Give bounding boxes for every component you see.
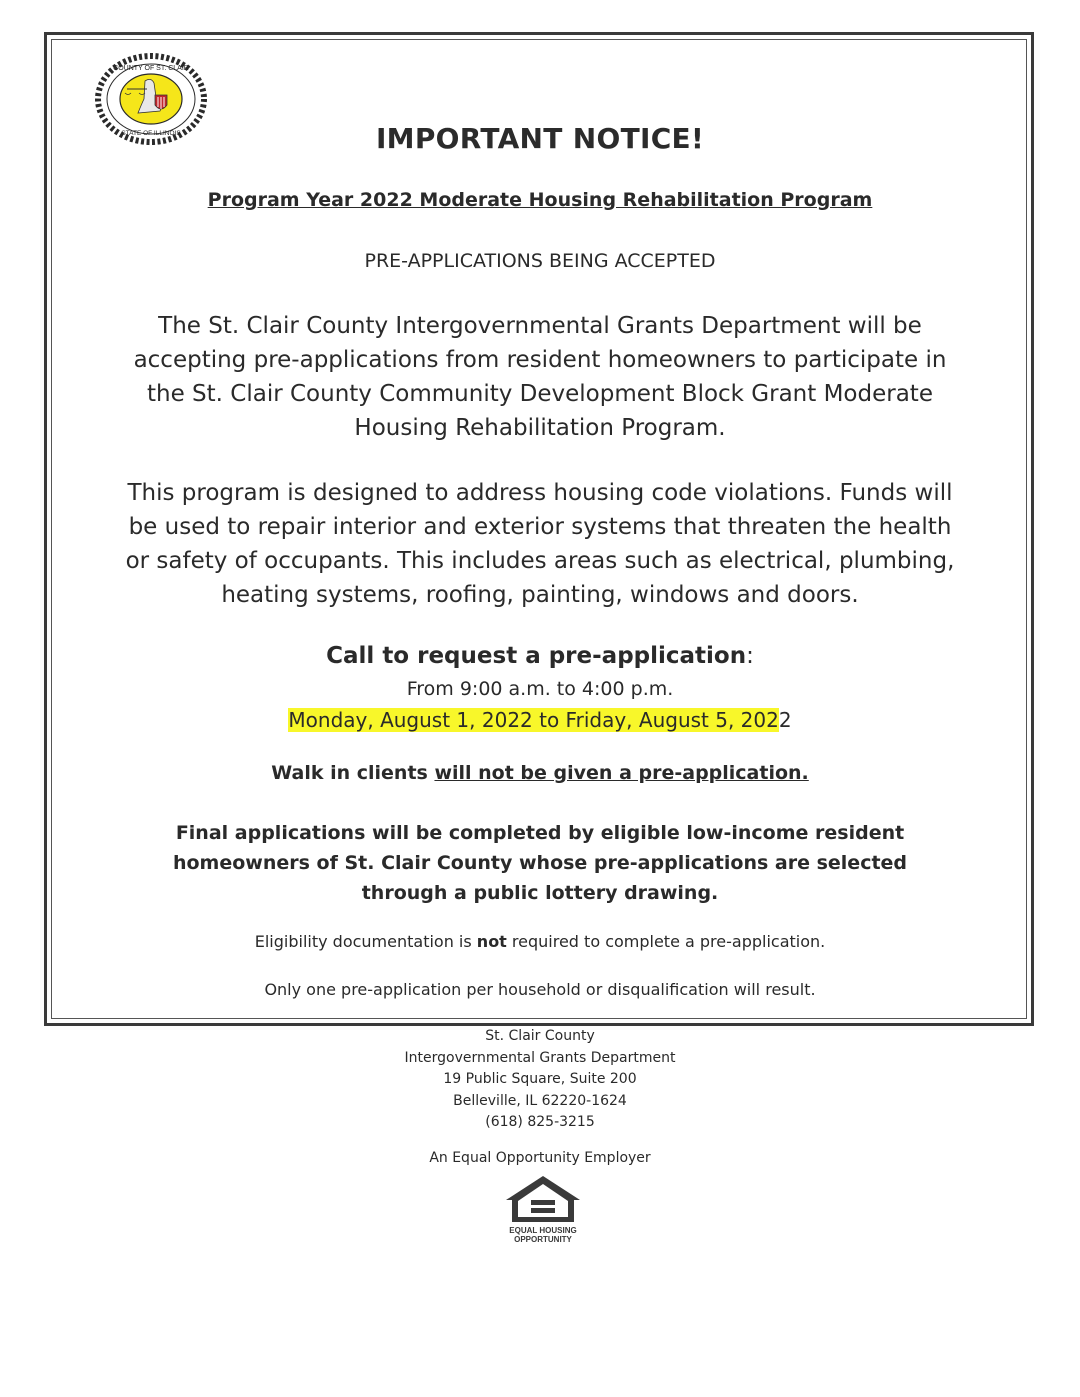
svg-text:EQUAL HOUSING: EQUAL HOUSING <box>509 1226 577 1235</box>
contact-phone: (618) 825-3215 <box>485 1114 595 1130</box>
svg-text:OPPORTUNITY: OPPORTUNITY <box>514 1235 572 1244</box>
contact-county: St. Clair County <box>485 1028 595 1044</box>
equal-housing-opportunity-icon <box>502 1172 584 1246</box>
call-heading-text: Call to request a pre-application <box>326 643 747 669</box>
program-subtitle: Program Year 2022 Moderate Housing Rehabilitation Program <box>207 189 873 211</box>
call-heading <box>60 643 1020 669</box>
eligibility-note <box>60 932 1020 951</box>
one-per-household-note: Only one pre-application per household or disqualification will result. <box>264 980 816 999</box>
dates-tail: 2 <box>778 708 792 732</box>
status-heading: PRE-APPLICATIONS BEING ACCEPTED <box>364 250 716 272</box>
final-applications-note: Final applications will be completed by eligible low-income resident homeowners of St. Clair County whose pre-applications are selected through a public lottery drawing. <box>172 822 908 904</box>
walk-in-emphasis: will not be given a pre-application. <box>434 762 809 784</box>
call-hours: From 9:00 a.m. to 4:00 p.m. <box>406 678 674 700</box>
intro-paragraph: The St. Clair County Intergovernmental Grants Department will be accepting pre-applications from resident homeowners to participate in the St. Clair County Community Development Block Grant Moderate Housing Rehabilitation Program. <box>133 313 947 441</box>
eligibility-after: required to complete a pre-application. <box>506 932 826 951</box>
eligibility-before: Eligibility documentation is <box>254 932 477 951</box>
eligibility-bold: not <box>476 932 507 951</box>
contact-street: 19 Public Square, Suite 200 <box>443 1071 637 1087</box>
equal-opportunity-employer: An Equal Opportunity Employer <box>429 1150 651 1166</box>
highlighted-dates: Monday, August 1, 2022 to Friday, August 5, 202 <box>288 708 779 732</box>
contact-department: Intergovernmental Grants Department <box>404 1049 676 1066</box>
walk-in-prefix: Walk in clients <box>271 762 435 784</box>
svg-text:STATE OF ILLINOIS: STATE OF ILLINOIS <box>121 130 181 137</box>
call-heading-colon: : <box>746 643 754 669</box>
contact-city: Belleville, IL 62220-1624 <box>453 1092 627 1109</box>
svg-text:COUNTY OF ST. CLAIR: COUNTY OF ST. CLAIR <box>113 65 189 72</box>
contact-block <box>60 1026 1020 1134</box>
program-description-paragraph: This program is designed to address housing code violations. Funds will be used to repair interior and exterior systems that threaten the health or safety of occupants. This includes areas such as electrical, plumbing, heating systems, roofing, painting, windows and doors. <box>125 480 955 608</box>
page-title: IMPORTANT NOTICE! <box>375 122 705 155</box>
call-dates <box>60 708 1020 732</box>
walk-in-notice <box>60 762 1020 784</box>
